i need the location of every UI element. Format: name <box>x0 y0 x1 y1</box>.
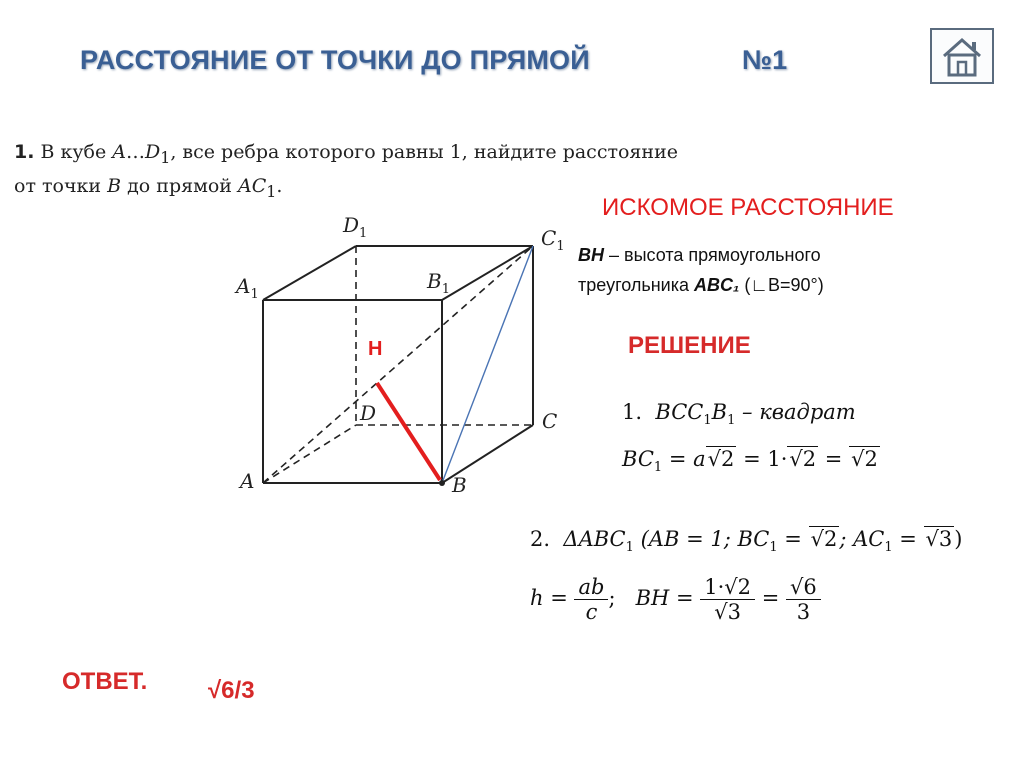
fraction-ab-c <box>574 575 608 624</box>
angle-text: (∟B=90°) <box>739 275 824 295</box>
frac-num: ab <box>574 575 608 600</box>
math-radical: √3 <box>925 527 953 551</box>
problem-lead: 1. <box>14 141 35 163</box>
math-expr: = <box>777 527 809 551</box>
math-expr: (AB = 1; BC <box>633 527 770 551</box>
problem-text: от точки <box>14 174 108 197</box>
problem-text: В кубе <box>34 141 113 163</box>
math-expr: – квадрат <box>735 400 856 424</box>
label-d: D <box>360 401 377 425</box>
problem-text: … <box>126 141 146 163</box>
frac-den: c <box>585 600 598 624</box>
step-1-calc <box>622 447 880 475</box>
math-radical: √2 <box>851 447 878 471</box>
label-a1: $A_1$ <box>236 274 259 302</box>
problem-var: AC <box>238 174 267 197</box>
math-sub: 1 <box>769 540 778 556</box>
desc-text: – высота прямоугольного <box>604 245 821 265</box>
frac-den: √3 <box>714 600 742 624</box>
edge-a1d1 <box>263 246 356 300</box>
math-radical: √2 <box>707 447 735 471</box>
label-c1: $C_1$ <box>541 226 565 254</box>
label-d1: $D_1$ <box>343 213 368 241</box>
math-expr: BC <box>622 447 654 471</box>
edge-b1c1 <box>442 246 533 300</box>
desc-text: треугольника <box>578 275 695 295</box>
problem-number: №1 <box>742 45 788 75</box>
problem-sub: 1 <box>266 181 277 201</box>
math-sub: 1 <box>653 460 663 476</box>
math-expr: BCC <box>655 400 704 424</box>
math-expr: B <box>711 400 728 424</box>
segment-bc1 <box>442 246 533 483</box>
bh-label: BH <box>578 245 604 265</box>
math-expr: ΔABC <box>563 527 626 551</box>
step-1 <box>622 400 856 428</box>
problem-var: A <box>112 141 127 163</box>
frac-num: √6 <box>786 575 821 600</box>
label-c: C <box>542 409 558 433</box>
page-title: РАССТОЯНИЕ ОТ ТОЧКИ ДО ПРЯМОЙ <box>80 45 590 75</box>
math-sub: 1 <box>625 540 634 556</box>
step-3 <box>530 575 821 624</box>
abc-label: ABC₁ <box>694 275 740 295</box>
problem-text: . <box>276 174 283 197</box>
frac-num: 1·√2 <box>700 575 755 600</box>
fraction-bh <box>700 575 755 624</box>
segment-bh <box>377 383 440 480</box>
label-b: B <box>452 473 467 497</box>
math-radical: √2 <box>789 447 817 471</box>
math-expr: = <box>892 527 924 551</box>
problem-var: D <box>145 141 161 163</box>
math-radical: √2 <box>810 527 838 551</box>
label-b1: $B_1$ <box>427 269 450 297</box>
math-expr: ; AC <box>839 527 885 551</box>
fraction-result <box>786 575 821 624</box>
answer-label: ОТВЕТ. <box>62 668 148 695</box>
answer-value: √6/3 <box>208 677 255 704</box>
math-expr: BH = <box>635 586 701 610</box>
sought-heading: ИСКОМОЕ РАССТОЯНИЕ <box>602 194 894 221</box>
math-sub: 1 <box>703 413 712 429</box>
label-a: A <box>240 469 255 493</box>
math-expr: = <box>818 447 850 471</box>
edge-ad <box>263 425 356 483</box>
math-expr: = a <box>662 447 706 471</box>
math-expr: = 1· <box>736 447 788 471</box>
problem-text: до прямой <box>121 174 239 197</box>
point-b <box>439 480 445 486</box>
label-h: H <box>368 338 383 360</box>
math-sub: 1 <box>727 413 736 429</box>
solution-heading: РЕШЕНИЕ <box>628 332 751 359</box>
math-sub: 1 <box>884 540 893 556</box>
math-expr: h = <box>530 586 575 610</box>
problem-sub: 1 <box>160 147 171 167</box>
sought-description <box>578 240 918 300</box>
problem-text: , все ребра которого равны 1, найдите расстояние <box>170 141 678 163</box>
math-expr: ) <box>954 527 963 551</box>
step-num: 2. <box>530 527 551 551</box>
step-num: 1. <box>622 400 643 424</box>
frac-den: 3 <box>796 600 811 624</box>
math-expr: = <box>755 586 786 610</box>
math-expr: ; <box>608 586 616 610</box>
problem-var: B <box>107 174 122 197</box>
diagonal-ac1 <box>263 246 533 483</box>
step-2 <box>530 527 963 555</box>
